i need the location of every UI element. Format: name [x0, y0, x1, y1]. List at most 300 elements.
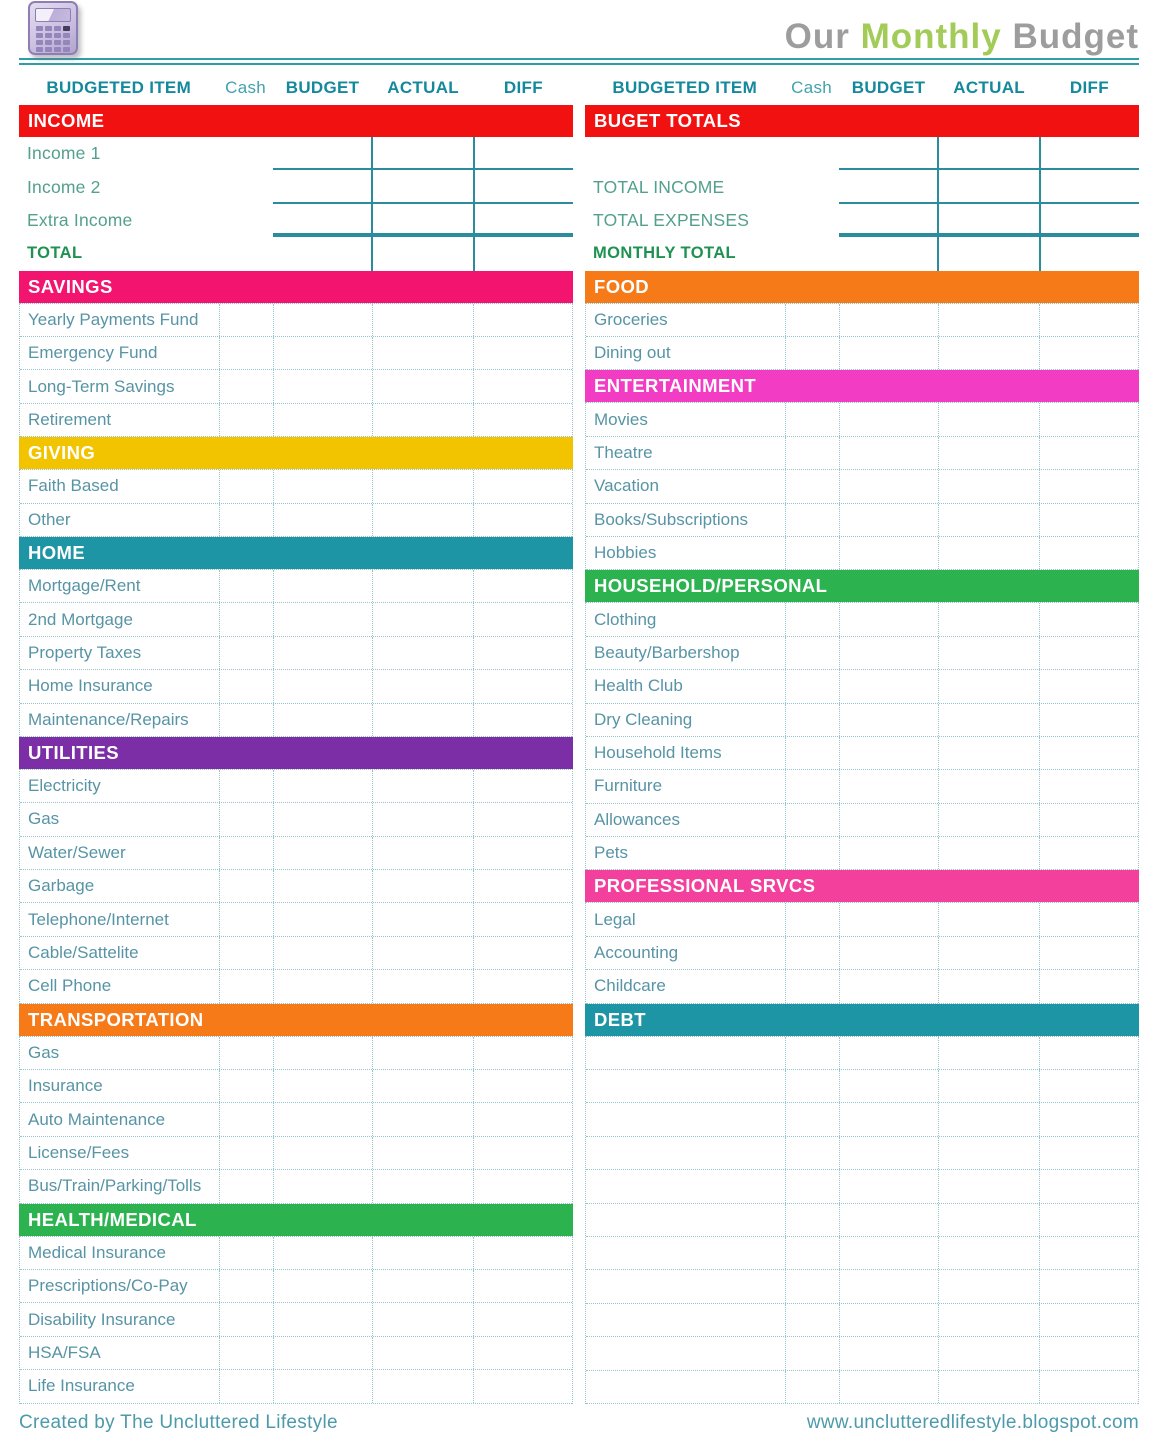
cash-cell[interactable]: [219, 1037, 273, 1069]
actual-cell[interactable]: [372, 1303, 473, 1335]
budget-cell[interactable]: [839, 1237, 938, 1269]
budget-cell[interactable]: [273, 970, 372, 1002]
section-band-giving: GIVING: [19, 437, 573, 469]
row-label: Bus/Train/Parking/Tolls: [28, 1176, 202, 1196]
actual-cell[interactable]: [938, 603, 1039, 635]
actual-cell[interactable]: [938, 1337, 1039, 1369]
row-label: Hobbies: [594, 543, 657, 563]
cash-cell[interactable]: [219, 670, 273, 702]
actual-cell[interactable]: [372, 704, 473, 736]
budget-row: [20, 504, 572, 537]
diff-cell[interactable]: [1039, 903, 1138, 935]
diff-cell[interactable]: [1039, 1270, 1138, 1302]
row-label: Insurance: [28, 1076, 103, 1096]
budget-cell[interactable]: [839, 770, 938, 802]
actual-cell[interactable]: [372, 670, 473, 702]
budget-cell[interactable]: [839, 1137, 938, 1169]
diff-cell[interactable]: [473, 937, 572, 969]
actual-cell[interactable]: [372, 837, 473, 869]
budget-row: [586, 670, 1138, 703]
actual-cell[interactable]: [938, 804, 1039, 836]
cash-cell[interactable]: [219, 1337, 273, 1369]
budget-cell[interactable]: [839, 470, 938, 502]
actual-cell[interactable]: [938, 1137, 1039, 1169]
cash-cell[interactable]: [219, 304, 273, 336]
cash-cell[interactable]: [785, 470, 839, 502]
actual-cell[interactable]: [372, 937, 473, 969]
diff-cell[interactable]: [1039, 1371, 1138, 1403]
diff-cell[interactable]: [1039, 1204, 1138, 1236]
actual-cell[interactable]: [938, 637, 1039, 669]
cash-cell[interactable]: [219, 1170, 273, 1202]
budget-row: [586, 837, 1138, 870]
budget-cell[interactable]: [839, 903, 938, 935]
budget-cell[interactable]: [839, 403, 938, 435]
budget-cell[interactable]: [839, 737, 938, 769]
diff-cell[interactable]: [1039, 470, 1138, 502]
diff-cell[interactable]: [473, 903, 572, 935]
actual-cell[interactable]: [372, 504, 473, 536]
actual-cell[interactable]: [938, 304, 1039, 336]
actual-cell[interactable]: [372, 337, 473, 369]
cash-cell[interactable]: [785, 504, 839, 536]
budget-cell[interactable]: [273, 1070, 372, 1102]
budget-row: [586, 537, 1138, 570]
cash-cell[interactable]: [785, 304, 839, 336]
budget-row: [20, 1270, 572, 1303]
totals-label: TOTAL: [27, 244, 83, 263]
budget-cell[interactable]: [839, 637, 938, 669]
diff-cell[interactable]: [473, 803, 572, 835]
budget-row: [20, 1170, 572, 1203]
budget-cell[interactable]: [839, 337, 938, 369]
actual-cell[interactable]: [372, 304, 473, 336]
cash-cell[interactable]: [785, 1137, 839, 1169]
budget-row: [20, 1303, 572, 1336]
cash-cell[interactable]: [219, 637, 273, 669]
actual-cell[interactable]: [372, 970, 473, 1002]
row-label: [586, 1204, 785, 1236]
diff-cell[interactable]: [1039, 1170, 1138, 1202]
budget-cell[interactable]: [839, 1070, 938, 1102]
diff-cell[interactable]: [1039, 1304, 1138, 1336]
diff-cell[interactable]: [1039, 603, 1138, 635]
cash-cell[interactable]: [785, 970, 839, 1002]
budget-cell[interactable]: [273, 770, 372, 802]
calculator-icon: [28, 1, 78, 55]
budget-cell[interactable]: [273, 1137, 372, 1169]
cash-cell[interactable]: [219, 1270, 273, 1302]
actual-cell[interactable]: [372, 1170, 473, 1202]
diff-cell[interactable]: [473, 337, 572, 369]
budget-cell[interactable]: [839, 704, 938, 736]
actual-cell[interactable]: [938, 670, 1039, 702]
diff-cell[interactable]: [473, 1103, 572, 1135]
diff-cell[interactable]: [473, 570, 572, 602]
diff-cell[interactable]: [1039, 1337, 1138, 1369]
actual-cell[interactable]: [372, 1103, 473, 1135]
row-label: Home Insurance: [28, 676, 153, 696]
cash-cell[interactable]: [219, 1137, 273, 1169]
cash-cell[interactable]: [219, 770, 273, 802]
row-label: Gas: [28, 809, 60, 829]
actual-cell[interactable]: [938, 1103, 1039, 1135]
section-grid-food: [585, 303, 1139, 371]
budget-row: [586, 903, 1138, 936]
actual-cell[interactable]: [372, 1370, 473, 1402]
budget-cell[interactable]: [839, 1337, 938, 1369]
budget-cell[interactable]: [273, 504, 372, 536]
actual-cell[interactable]: [938, 437, 1039, 469]
column-header-item: BUDGETED ITEM: [612, 78, 758, 97]
row-label: Life Insurance: [28, 1376, 135, 1396]
actual-cell[interactable]: [938, 1270, 1039, 1302]
budget-cell[interactable]: [273, 937, 372, 969]
diff-cell[interactable]: [1039, 770, 1138, 802]
cash-cell[interactable]: [219, 903, 273, 935]
cash-cell[interactable]: [785, 737, 839, 769]
budget-cell[interactable]: [839, 837, 938, 869]
budget-cell[interactable]: [839, 437, 938, 469]
budget-cell[interactable]: [273, 404, 372, 436]
budget-cell[interactable]: [273, 1037, 372, 1069]
budget-cell[interactable]: [273, 670, 372, 702]
diff-cell[interactable]: [473, 704, 572, 736]
diff-cell[interactable]: [473, 970, 572, 1002]
budget-cell[interactable]: [273, 903, 372, 935]
totals-row: [19, 204, 573, 237]
cash-cell[interactable]: [219, 570, 273, 602]
row-label: Dining out: [594, 343, 671, 363]
diff-cell[interactable]: [1039, 1137, 1138, 1169]
section-band-transportation: TRANSPORTATION: [19, 1004, 573, 1036]
row-label: HSA/FSA: [28, 1342, 101, 1362]
budget-cell[interactable]: [273, 704, 372, 736]
actual-cell[interactable]: [372, 470, 473, 502]
cash-cell[interactable]: [785, 903, 839, 935]
actual-cell[interactable]: [372, 903, 473, 935]
budget-cell[interactable]: [839, 1037, 938, 1069]
actual-cell[interactable]: [938, 337, 1039, 369]
diff-cell[interactable]: [1039, 304, 1138, 336]
diff-cell[interactable]: [1039, 704, 1138, 736]
diff-cell[interactable]: [1039, 970, 1138, 1002]
cash-cell[interactable]: [785, 670, 839, 702]
diff-cell[interactable]: [473, 603, 572, 635]
budget-cell[interactable]: [273, 470, 372, 502]
budget-row: [20, 304, 572, 337]
budget-cell[interactable]: [273, 1337, 372, 1369]
cash-cell[interactable]: [785, 337, 839, 369]
section-grid-household-personal: [585, 602, 1139, 870]
budget-cell[interactable]: [839, 970, 938, 1002]
actual-cell[interactable]: [372, 370, 473, 402]
cash-cell[interactable]: [785, 403, 839, 435]
budget-cell[interactable]: [273, 304, 372, 336]
budget-cell[interactable]: [273, 337, 372, 369]
diff-cell[interactable]: [473, 670, 572, 702]
diff-cell[interactable]: [1039, 537, 1138, 569]
actual-cell[interactable]: [938, 504, 1039, 536]
row-label: [586, 1237, 785, 1269]
budget-cell[interactable]: [839, 304, 938, 336]
budget-cell[interactable]: [839, 1103, 938, 1135]
diff-cell[interactable]: [473, 1237, 572, 1269]
cash-cell[interactable]: [785, 804, 839, 836]
budget-cell[interactable]: [273, 870, 372, 902]
totals-row: [585, 137, 1139, 170]
diff-cell[interactable]: [1039, 403, 1138, 435]
diff-cell[interactable]: [473, 1337, 572, 1369]
diff-cell[interactable]: [1039, 937, 1138, 969]
cash-cell[interactable]: [785, 1103, 839, 1135]
diff-cell[interactable]: [473, 637, 572, 669]
cash-cell[interactable]: [785, 437, 839, 469]
section-band-health-medical: HEALTH/MEDICAL: [19, 1204, 573, 1236]
cash-cell[interactable]: [785, 1070, 839, 1102]
actual-cell[interactable]: [372, 570, 473, 602]
budget-cell[interactable]: [839, 804, 938, 836]
budget-cell[interactable]: [273, 1303, 372, 1335]
diff-cell[interactable]: [473, 1137, 572, 1169]
budget-column-left: [19, 65, 573, 1404]
budget-cell[interactable]: [839, 1304, 938, 1336]
page-footer: [19, 1412, 1139, 1434]
actual-cell[interactable]: [938, 1204, 1039, 1236]
header-rule: [19, 58, 1139, 65]
cash-cell[interactable]: [785, 637, 839, 669]
cash-cell[interactable]: [219, 404, 273, 436]
diff-cell[interactable]: [473, 837, 572, 869]
actual-cell[interactable]: [938, 470, 1039, 502]
diff-cell[interactable]: [1039, 804, 1138, 836]
budget-row: [586, 737, 1138, 770]
diff-cell[interactable]: [1039, 437, 1138, 469]
budget-cell[interactable]: [839, 603, 938, 635]
budget-cell[interactable]: [273, 837, 372, 869]
budget-cell[interactable]: [273, 603, 372, 635]
column-header-actual: ACTUAL: [387, 78, 459, 97]
cash-cell[interactable]: [219, 337, 273, 369]
row-label: Allowances: [594, 809, 680, 829]
title-monthly: Monthly: [860, 17, 1002, 56]
budget-row: [586, 403, 1138, 436]
diff-cell[interactable]: [1039, 837, 1138, 869]
section-band-professional-srvcs: PROFESSIONAL SRVCS: [585, 870, 1139, 902]
row-label: Disability Insurance: [28, 1309, 176, 1329]
diff-cell[interactable]: [1039, 1037, 1138, 1069]
actual-cell[interactable]: [938, 1304, 1039, 1336]
cash-cell[interactable]: [219, 1370, 273, 1402]
budget-cell[interactable]: [273, 1237, 372, 1269]
budget-cell[interactable]: [839, 670, 938, 702]
row-label: [586, 1070, 785, 1102]
cash-cell[interactable]: [785, 1204, 839, 1236]
budget-cell[interactable]: [273, 1103, 372, 1135]
diff-cell[interactable]: [1039, 504, 1138, 536]
diff-cell[interactable]: [473, 1037, 572, 1069]
diff-cell[interactable]: [473, 1170, 572, 1202]
actual-cell[interactable]: [938, 737, 1039, 769]
totals-row: [585, 170, 1139, 203]
row-label: Electricity: [28, 776, 101, 796]
actual-cell[interactable]: [372, 1237, 473, 1269]
budget-cell[interactable]: [839, 1170, 938, 1202]
section-band-food: FOOD: [585, 271, 1139, 303]
diff-cell[interactable]: [1039, 670, 1138, 702]
cash-cell[interactable]: [785, 770, 839, 802]
budget-cell[interactable]: [273, 570, 372, 602]
section-totals-buget-totals: [585, 137, 1139, 271]
diff-cell[interactable]: [473, 304, 572, 336]
cash-cell[interactable]: [785, 1170, 839, 1202]
cash-cell[interactable]: [219, 370, 273, 402]
budget-cell[interactable]: [839, 937, 938, 969]
actual-cell[interactable]: [938, 704, 1039, 736]
actual-cell[interactable]: [372, 603, 473, 635]
actual-cell[interactable]: [938, 837, 1039, 869]
cash-cell[interactable]: [785, 837, 839, 869]
diff-cell[interactable]: [1039, 637, 1138, 669]
row-label: Retirement: [28, 409, 112, 429]
budget-row: [586, 1037, 1138, 1070]
cash-cell[interactable]: [219, 1070, 273, 1102]
cash-cell[interactable]: [785, 937, 839, 969]
budget-cell[interactable]: [273, 1170, 372, 1202]
cash-cell[interactable]: [785, 1371, 839, 1403]
diff-cell[interactable]: [473, 504, 572, 536]
diff-cell[interactable]: [1039, 337, 1138, 369]
cash-cell[interactable]: [785, 603, 839, 635]
row-label: Legal: [594, 909, 636, 929]
diff-cell[interactable]: [473, 870, 572, 902]
section-grid-transportation: [19, 1036, 573, 1204]
diff-cell[interactable]: [473, 1270, 572, 1302]
budget-row: [20, 637, 572, 670]
cash-cell[interactable]: [219, 504, 273, 536]
budget-row: [586, 1270, 1138, 1303]
diff-cell[interactable]: [473, 1370, 572, 1402]
budget-cell[interactable]: [273, 637, 372, 669]
cash-cell[interactable]: [785, 1270, 839, 1302]
cash-cell[interactable]: [785, 1237, 839, 1269]
cash-cell[interactable]: [219, 704, 273, 736]
actual-cell[interactable]: [372, 870, 473, 902]
actual-cell[interactable]: [938, 937, 1039, 969]
row-label: Gas: [28, 1042, 60, 1062]
row-label: [586, 1170, 785, 1202]
diff-cell[interactable]: [1039, 737, 1138, 769]
diff-cell[interactable]: [473, 1070, 572, 1102]
actual-cell[interactable]: [372, 1137, 473, 1169]
actual-cell[interactable]: [372, 1270, 473, 1302]
budget-row: [586, 704, 1138, 737]
budget-row: [586, 337, 1138, 370]
totals-row: [585, 237, 1139, 270]
actual-cell[interactable]: [938, 770, 1039, 802]
row-label: Books/Subscriptions: [594, 509, 749, 529]
budget-cell[interactable]: [839, 537, 938, 569]
cash-cell[interactable]: [785, 537, 839, 569]
actual-cell[interactable]: [372, 637, 473, 669]
actual-cell[interactable]: [938, 903, 1039, 935]
section-grid-utilities: [19, 769, 573, 1004]
diff-cell[interactable]: [1039, 1103, 1138, 1135]
budget-row: [20, 837, 572, 870]
budget-cell[interactable]: [839, 504, 938, 536]
totals-label: Income 1: [27, 143, 101, 164]
row-label: Cell Phone: [28, 976, 112, 996]
cash-cell[interactable]: [219, 603, 273, 635]
budget-row: [586, 637, 1138, 670]
actual-cell[interactable]: [372, 803, 473, 835]
cash-cell[interactable]: [219, 970, 273, 1002]
column-header-row: [19, 65, 573, 105]
diff-cell[interactable]: [473, 370, 572, 402]
diff-cell[interactable]: [473, 404, 572, 436]
cash-cell[interactable]: [219, 837, 273, 869]
actual-cell[interactable]: [938, 970, 1039, 1002]
budget-cell[interactable]: [839, 1270, 938, 1302]
actual-cell[interactable]: [938, 537, 1039, 569]
cash-cell[interactable]: [785, 1337, 839, 1369]
budget-cell[interactable]: [273, 1370, 372, 1402]
budget-cell[interactable]: [273, 370, 372, 402]
budget-cell[interactable]: [273, 803, 372, 835]
diff-cell[interactable]: [473, 770, 572, 802]
actual-cell[interactable]: [938, 1070, 1039, 1102]
totals-label: Income 2: [27, 176, 101, 197]
diff-cell[interactable]: [1039, 1070, 1138, 1102]
actual-cell[interactable]: [372, 1037, 473, 1069]
actual-cell[interactable]: [938, 403, 1039, 435]
totals-label: TOTAL EXPENSES: [593, 209, 750, 230]
actual-cell[interactable]: [938, 1170, 1039, 1202]
row-label: Household Items: [594, 743, 722, 763]
actual-cell[interactable]: [372, 1070, 473, 1102]
actual-cell[interactable]: [372, 404, 473, 436]
cash-cell[interactable]: [219, 870, 273, 902]
section-band-home: HOME: [19, 537, 573, 569]
diff-cell[interactable]: [1039, 1237, 1138, 1269]
totals-row: [585, 204, 1139, 237]
budget-cell[interactable]: [839, 1371, 938, 1403]
cash-cell[interactable]: [219, 470, 273, 502]
actual-cell[interactable]: [372, 770, 473, 802]
cash-cell[interactable]: [219, 1237, 273, 1269]
cash-cell[interactable]: [219, 1303, 273, 1335]
actual-cell[interactable]: [938, 1237, 1039, 1269]
actual-cell[interactable]: [372, 1337, 473, 1369]
diff-cell[interactable]: [473, 470, 572, 502]
section-grid-professional-srvcs: [585, 902, 1139, 1003]
cash-cell[interactable]: [785, 1304, 839, 1336]
budget-row: [586, 1103, 1138, 1136]
row-label: Maintenance/Repairs: [28, 709, 189, 729]
budget-cell[interactable]: [839, 1204, 938, 1236]
cash-cell[interactable]: [785, 704, 839, 736]
cash-cell[interactable]: [219, 937, 273, 969]
cash-cell[interactable]: [219, 803, 273, 835]
actual-cell[interactable]: [938, 1371, 1039, 1403]
cash-cell[interactable]: [785, 1037, 839, 1069]
actual-cell[interactable]: [938, 1037, 1039, 1069]
budget-columns: [0, 65, 1158, 1404]
budget-cell[interactable]: [273, 1270, 372, 1302]
row-label: [586, 1270, 785, 1302]
diff-cell[interactable]: [473, 1303, 572, 1335]
cash-cell[interactable]: [219, 1103, 273, 1135]
